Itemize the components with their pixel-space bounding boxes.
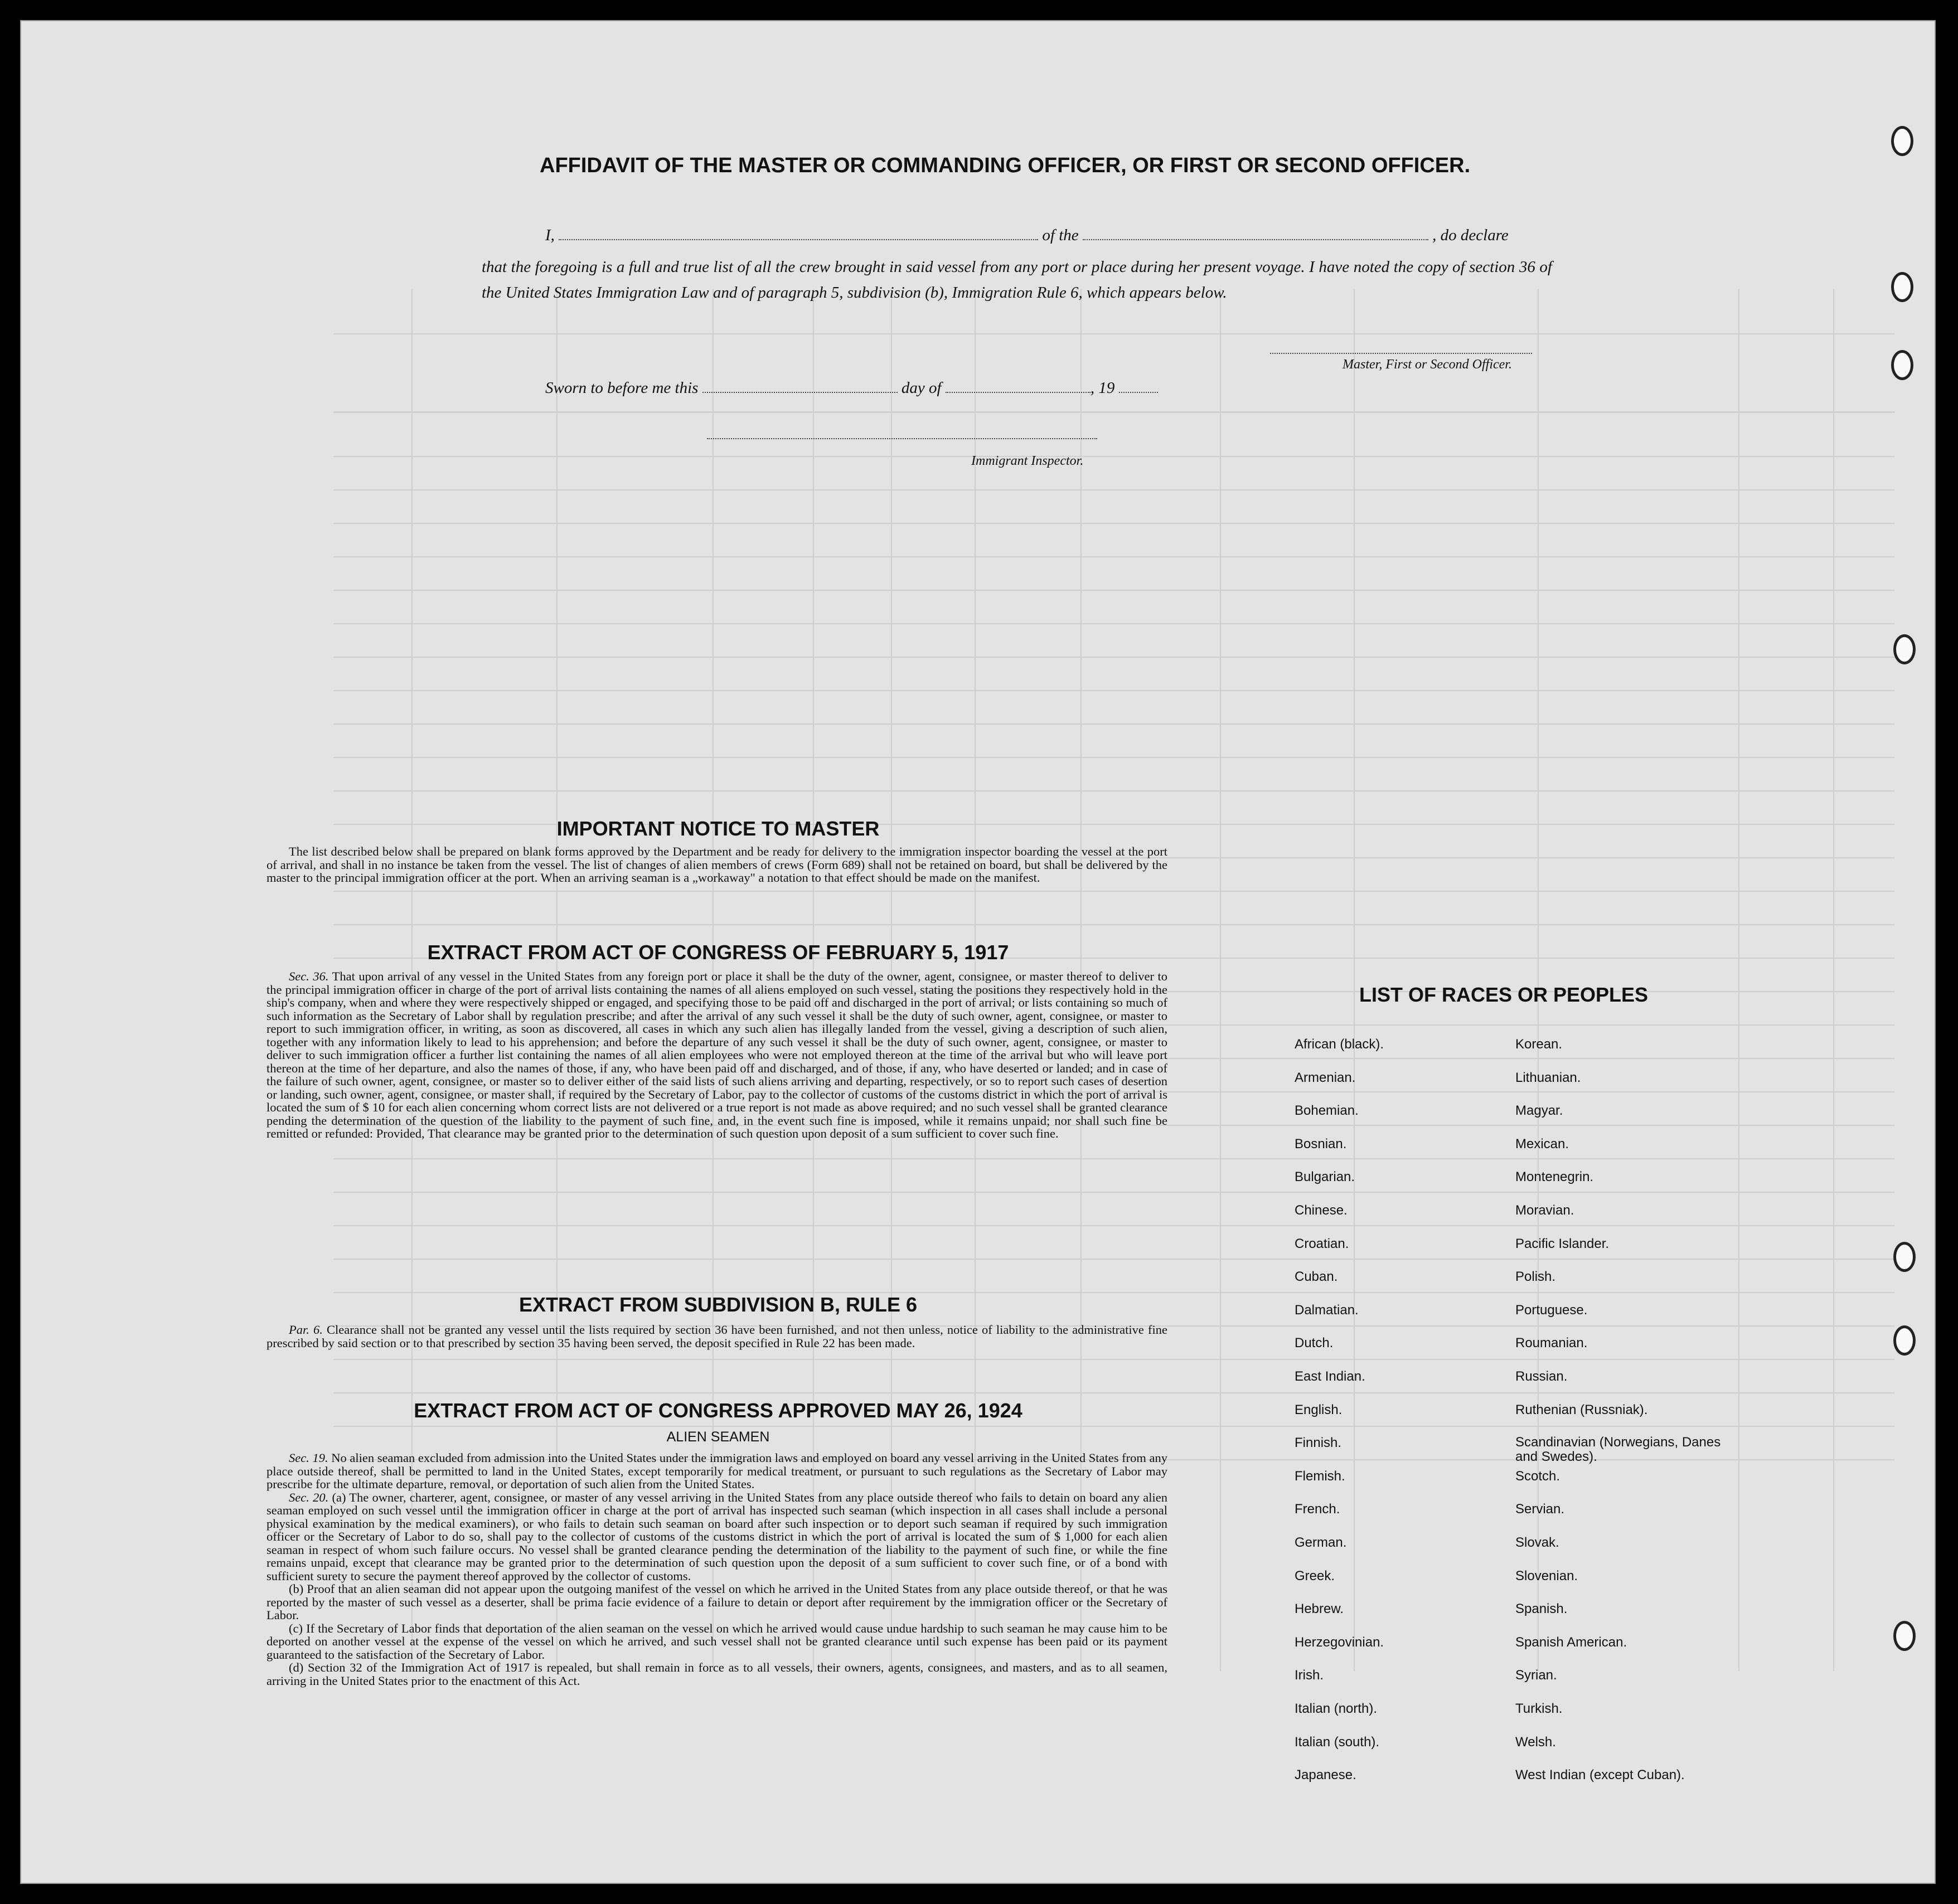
race-item: Scandinavian (Norwegians, Danes and Swedes). [1515, 1435, 1721, 1464]
extract-rule6-title: EXTRACT FROM SUBDIVISION B, RULE 6 [518, 1293, 918, 1316]
ghost-column-line [1833, 289, 1834, 1671]
race-item: Bohemian. [1295, 1103, 1359, 1118]
race-item: Greek. [1295, 1568, 1335, 1584]
race-item: Irish. [1295, 1668, 1324, 1683]
race-item: Mexican. [1515, 1136, 1569, 1152]
ghost-rule-line [333, 1192, 1894, 1193]
race-item: Bosnian. [1295, 1136, 1347, 1152]
punch-hole [1893, 1242, 1916, 1272]
ghost-rule-line [333, 1158, 1894, 1159]
race-item: Welsh. [1515, 1735, 1556, 1750]
sec19-text: No alien seaman excluded from admission into the United States under the immigration laws and employed on board any vessel arriving in the United States from any place outside thereof, shall be permitted to land in the United States, except temporarily for medical treatment, or pursuant to such regulations as the Secretary of Labor may prescribe for the ultimate departure, removal, or deportation of such alien from the United States. [266, 1451, 1167, 1491]
sec19-lead: Sec. 19. [289, 1451, 328, 1465]
race-item: Roumanian. [1515, 1335, 1588, 1351]
ghost-rule-line [333, 1426, 1894, 1427]
ghost-rule-line [333, 1392, 1894, 1393]
race-item: East Indian. [1295, 1369, 1365, 1384]
race-item: Korean. [1515, 1037, 1563, 1052]
ghost-rule-line [333, 657, 1894, 658]
race-item: Herzegovinian. [1295, 1635, 1384, 1650]
races-title: LIST OF RACES OR PEOPLES [1359, 983, 1649, 1006]
extract-1917-title: EXTRACT FROM ACT OF CONGRESS OF FEBRUARY 5, 1917 [427, 941, 1009, 964]
extract-1924-title: EXTRACT FROM ACT OF CONGRESS APPROVED MAY 26, 1924 [414, 1399, 1022, 1422]
punch-hole [1891, 126, 1913, 156]
ghost-rule-line [333, 1359, 1894, 1360]
affidavit-i-label: I, [545, 226, 555, 244]
sec36-lead: Sec. 36. [289, 969, 329, 983]
race-item: Slovak. [1515, 1535, 1559, 1550]
ghost-rule-line [333, 690, 1894, 691]
notice-text: The list described below shall be prepared on blank forms approved by the Department and be ready for delivery to the immigration inspector boarding the vessel at the port of arrival, and shall in no instance be taken from the vessel. The list of changes of alien members of crews (Form 689) shall not be retained on board, but shall be delivered by the master to the principal immigration officer at the port. When an arriving seaman is a „workaway" a notation to that effect should be made on the manifest. [266, 844, 1167, 885]
ghost-rule-line [333, 790, 1894, 791]
sworn-label: Sworn to before me this [545, 379, 699, 397]
race-item: Slovenian. [1515, 1568, 1578, 1584]
alien-seamen-subtitle: ALIEN SEAMEN [666, 1429, 770, 1445]
race-item: Syrian. [1515, 1668, 1557, 1683]
ghost-rule-line [333, 1225, 1894, 1226]
punch-hole [1891, 272, 1913, 302]
race-item: Servian. [1515, 1502, 1565, 1517]
master-signature-caption: Master, First or Second Officer. [1343, 357, 1512, 372]
race-item: Croatian. [1295, 1236, 1349, 1251]
inspector-signature-line[interactable] [707, 438, 1097, 439]
ghost-rule-line [333, 891, 1894, 892]
race-item: Dalmatian. [1295, 1303, 1359, 1318]
sec19-paragraph [266, 1451, 1167, 1491]
master-signature-line[interactable] [1270, 353, 1532, 354]
ghost-rule-line [333, 924, 1894, 925]
race-item: Moravian. [1515, 1203, 1574, 1218]
race-item: Ruthenian (Russniak). [1515, 1402, 1648, 1417]
sworn-line [545, 379, 1158, 397]
race-item: Scotch. [1515, 1469, 1560, 1484]
sworn-month-blank[interactable] [946, 392, 1091, 393]
race-item: Japanese. [1295, 1767, 1356, 1782]
race-item: Flemish. [1295, 1469, 1345, 1484]
sec36-text: That upon arrival of any vessel in the United States from any foreign port or place it shall be the duty of the owner, agent, consignee, or master thereof to deliver to the principal immigration officer in charge of the port of arrival lists containing the names of all aliens employed on such vessel, stating the positions they respectively hold in the ship's company, when and where they were respectively shipped or engaged, and specifying those to be paid off and discharged in the port of arrival; or lists containing so much of such information as the Secretary of Labor shall by regulation prescribe; and after the arrival of any such vessel it shall be the duty of such owner, agent, consignee, or master to report to such immigration officer, in writing, as soon as discovered, all cases in which any such alien has illegally landed from the vessel, giving a description of such alien, together with any information likely to lead to his apprehension; and before the departure of any such vessel it shall be the duty of such owner, agent, consignee, or master to deliver to such immigration officer a further list containing the names of all alien employees who were not employed thereon at the time of the arrival but who will leave port thereon at the time of her departure, and also the names of those, if any, who have been paid off and discharged, and of those, if any, who have deserted or landed; and in case of the failure of such owner, agent, consignee, or master so to deliver either of the said lists of such aliens arriving and departing, respectively, or so to report such cases of desertion or landing, such owner, agent, consignee, or master shall, if required by the Secretary of Labor, pay to the collector of customs of the customs district in which the port of arrival is located the sum of $ 10 for each alien concerning whom correct lists are not delivered or a true report is not made as above required; and no such vessel shall be granted clearance pending the determination of the question of the liability to the payment of such fine, and, in the event such fine is imposed, while it remains unpaid; nor shall such fine be remitted or refunded: Provided, That clearance may be granted prior to the determination of such question upon deposit of a sum sufficient to cover such fine. [266, 969, 1167, 1140]
ghost-rule-line [333, 523, 1894, 524]
ghost-rule-line [333, 1259, 1894, 1260]
extract-1924-body [266, 1451, 1167, 1687]
race-item: Finnish. [1295, 1435, 1342, 1450]
race-item: Hebrew. [1295, 1601, 1344, 1616]
ghost-rule-line [333, 411, 1894, 413]
race-item: Lithuanian. [1515, 1070, 1581, 1085]
inspector-caption: Immigrant Inspector. [971, 454, 1084, 468]
ghost-rule-line [333, 590, 1894, 591]
vessel-blank[interactable] [1083, 239, 1428, 240]
race-item: Italian (south). [1295, 1735, 1380, 1750]
ghost-rule-line [333, 456, 1894, 457]
par6-text: Clearance shall not be granted any vessel until the lists required by section 36 have been furnished, and not then unless, notice of liability to the administrative fine prescribed by said section or to that prescribed by section 35 having been served, the deposit specified in Rule 22 has been made. [266, 1323, 1167, 1350]
race-item: Russian. [1515, 1369, 1568, 1384]
race-item: Armenian. [1295, 1070, 1356, 1085]
punch-hole [1893, 1621, 1916, 1651]
punch-hole [1891, 350, 1913, 380]
notice-title: IMPORTANT NOTICE TO MASTER [556, 817, 880, 840]
affidavit-title: AFFIDAVIT OF THE MASTER OR COMMANDING OFFICER, OR FIRST OR SECOND OFFICER. [540, 154, 1471, 177]
year-label: , 19 [1090, 379, 1115, 397]
sec20b-paragraph: (b) Proof that an alien seaman did not appear upon the outgoing manifest of the vessel on which he arrived in the United States from any place outside thereof, or that he was reported by the master of such vessel as a deserter, shall be prima facie evidence of a failure to detain or deport after requirement by the immigration officer or the Secretary of Labor. [266, 1582, 1167, 1622]
sec20a-text: (a) The owner, charterer, agent, consignee, or master of any vessel arriving in the United States from any place outside thereof who fails to detain on board any alien seaman employed on such vessel until the immigration officer in charge at the port of arrival has inspected such seaman (which inspection in all cases shall include a personal physical examination by the medical examiners), or who fails to detain such seaman on board after such inspection or to deport such seaman if required by such immigration officer or the Secretary of Labor to do so, shall pay to the collector of customs of the customs district in which the port of arrival is located the sum of $ 1,000 for each alien seaman in respect of whom such failure occurs. No vessel shall be granted clearance pending the determination of the liability to the payment of such fine, or while the fine remains unpaid, except that clearance may be granted prior to the determination of such question upon the deposit of a sum sufficient to cover such fine, or of a bond with sufficient surety to secure the payment thereof approved by the collector of customs. [266, 1490, 1167, 1583]
par6-lead: Par. 6. [289, 1323, 323, 1337]
punch-hole [1893, 634, 1916, 664]
ghost-rule-line [333, 623, 1894, 624]
ghost-column-line [1738, 289, 1739, 1671]
ghost-rule-line [333, 556, 1894, 557]
extract-rule6-text [266, 1323, 1167, 1349]
ghost-column-line [1220, 289, 1221, 1671]
race-item: Polish. [1515, 1269, 1556, 1284]
affidavit-declaration-line [545, 226, 1509, 245]
sec20d-paragraph: (d) Section 32 of the Immigration Act of 1917 is repealed, but shall remain in force as to all vessels, their owners, agents, consignees, and masters, and as to all seamen, arriving in the United States prior to the enactment of this Act. [266, 1660, 1167, 1688]
of-the-label: of the [1042, 226, 1079, 244]
race-item: West Indian (except Cuban). [1515, 1767, 1685, 1782]
sworn-day-blank[interactable] [702, 392, 898, 393]
manifest-page [20, 20, 1936, 1884]
day-of-label: day of [901, 379, 942, 397]
race-item: French. [1295, 1502, 1340, 1517]
race-item: Portuguese. [1515, 1303, 1588, 1318]
race-item: Magyar. [1515, 1103, 1563, 1118]
ghost-rule-line [333, 757, 1894, 758]
race-item: German. [1295, 1535, 1347, 1550]
extract-1917-text [266, 970, 1167, 1140]
ghost-rule-line [333, 723, 1894, 725]
race-item: Spanish. [1515, 1601, 1568, 1616]
sec20c-paragraph: (c) If the Secretary of Labor finds that deportation of the alien seaman on the vessel on which he arrived would cause undue hardship to such seaman he may cause him to be deported on another vessel at the expense of the vessel on which he arrived, and such vessel shall not be granted clearance until such expense has been paid or its payment guaranteed to the satisfaction of the Secretary of Labor. [266, 1621, 1167, 1662]
sec20a-paragraph [266, 1491, 1167, 1583]
race-item: English. [1295, 1402, 1343, 1417]
affidavit-body: that the foregoing is a full and true list of all the crew brought in said vessel from any port or place during her present voyage. I have noted the copy of section 36 of the United States Immigration Law and of paragraph 5, subdivision (b), Immigration Rule 6, which appears below. [482, 258, 1552, 302]
ghost-rule-line [333, 489, 1894, 490]
do-declare-label: , do declare [1432, 226, 1509, 244]
ghost-column-line [1354, 289, 1355, 1671]
race-item: Turkish. [1515, 1701, 1563, 1716]
race-item: Dutch. [1295, 1335, 1334, 1351]
race-item: Italian (north). [1295, 1701, 1378, 1716]
race-item: Spanish American. [1515, 1635, 1627, 1650]
race-item: Cuban. [1295, 1269, 1338, 1284]
sec20-lead: Sec. 20. [289, 1490, 329, 1504]
punch-hole [1893, 1325, 1916, 1356]
race-item: Montenegrin. [1515, 1169, 1594, 1184]
sworn-year-blank[interactable] [1119, 392, 1158, 393]
race-item: Pacific Islander. [1515, 1236, 1610, 1251]
race-item: Chinese. [1295, 1203, 1348, 1218]
race-item: Bulgarian. [1295, 1169, 1355, 1184]
name-blank[interactable] [559, 239, 1038, 240]
ghost-rule-line [333, 333, 1894, 334]
race-item: African (black). [1295, 1037, 1384, 1052]
